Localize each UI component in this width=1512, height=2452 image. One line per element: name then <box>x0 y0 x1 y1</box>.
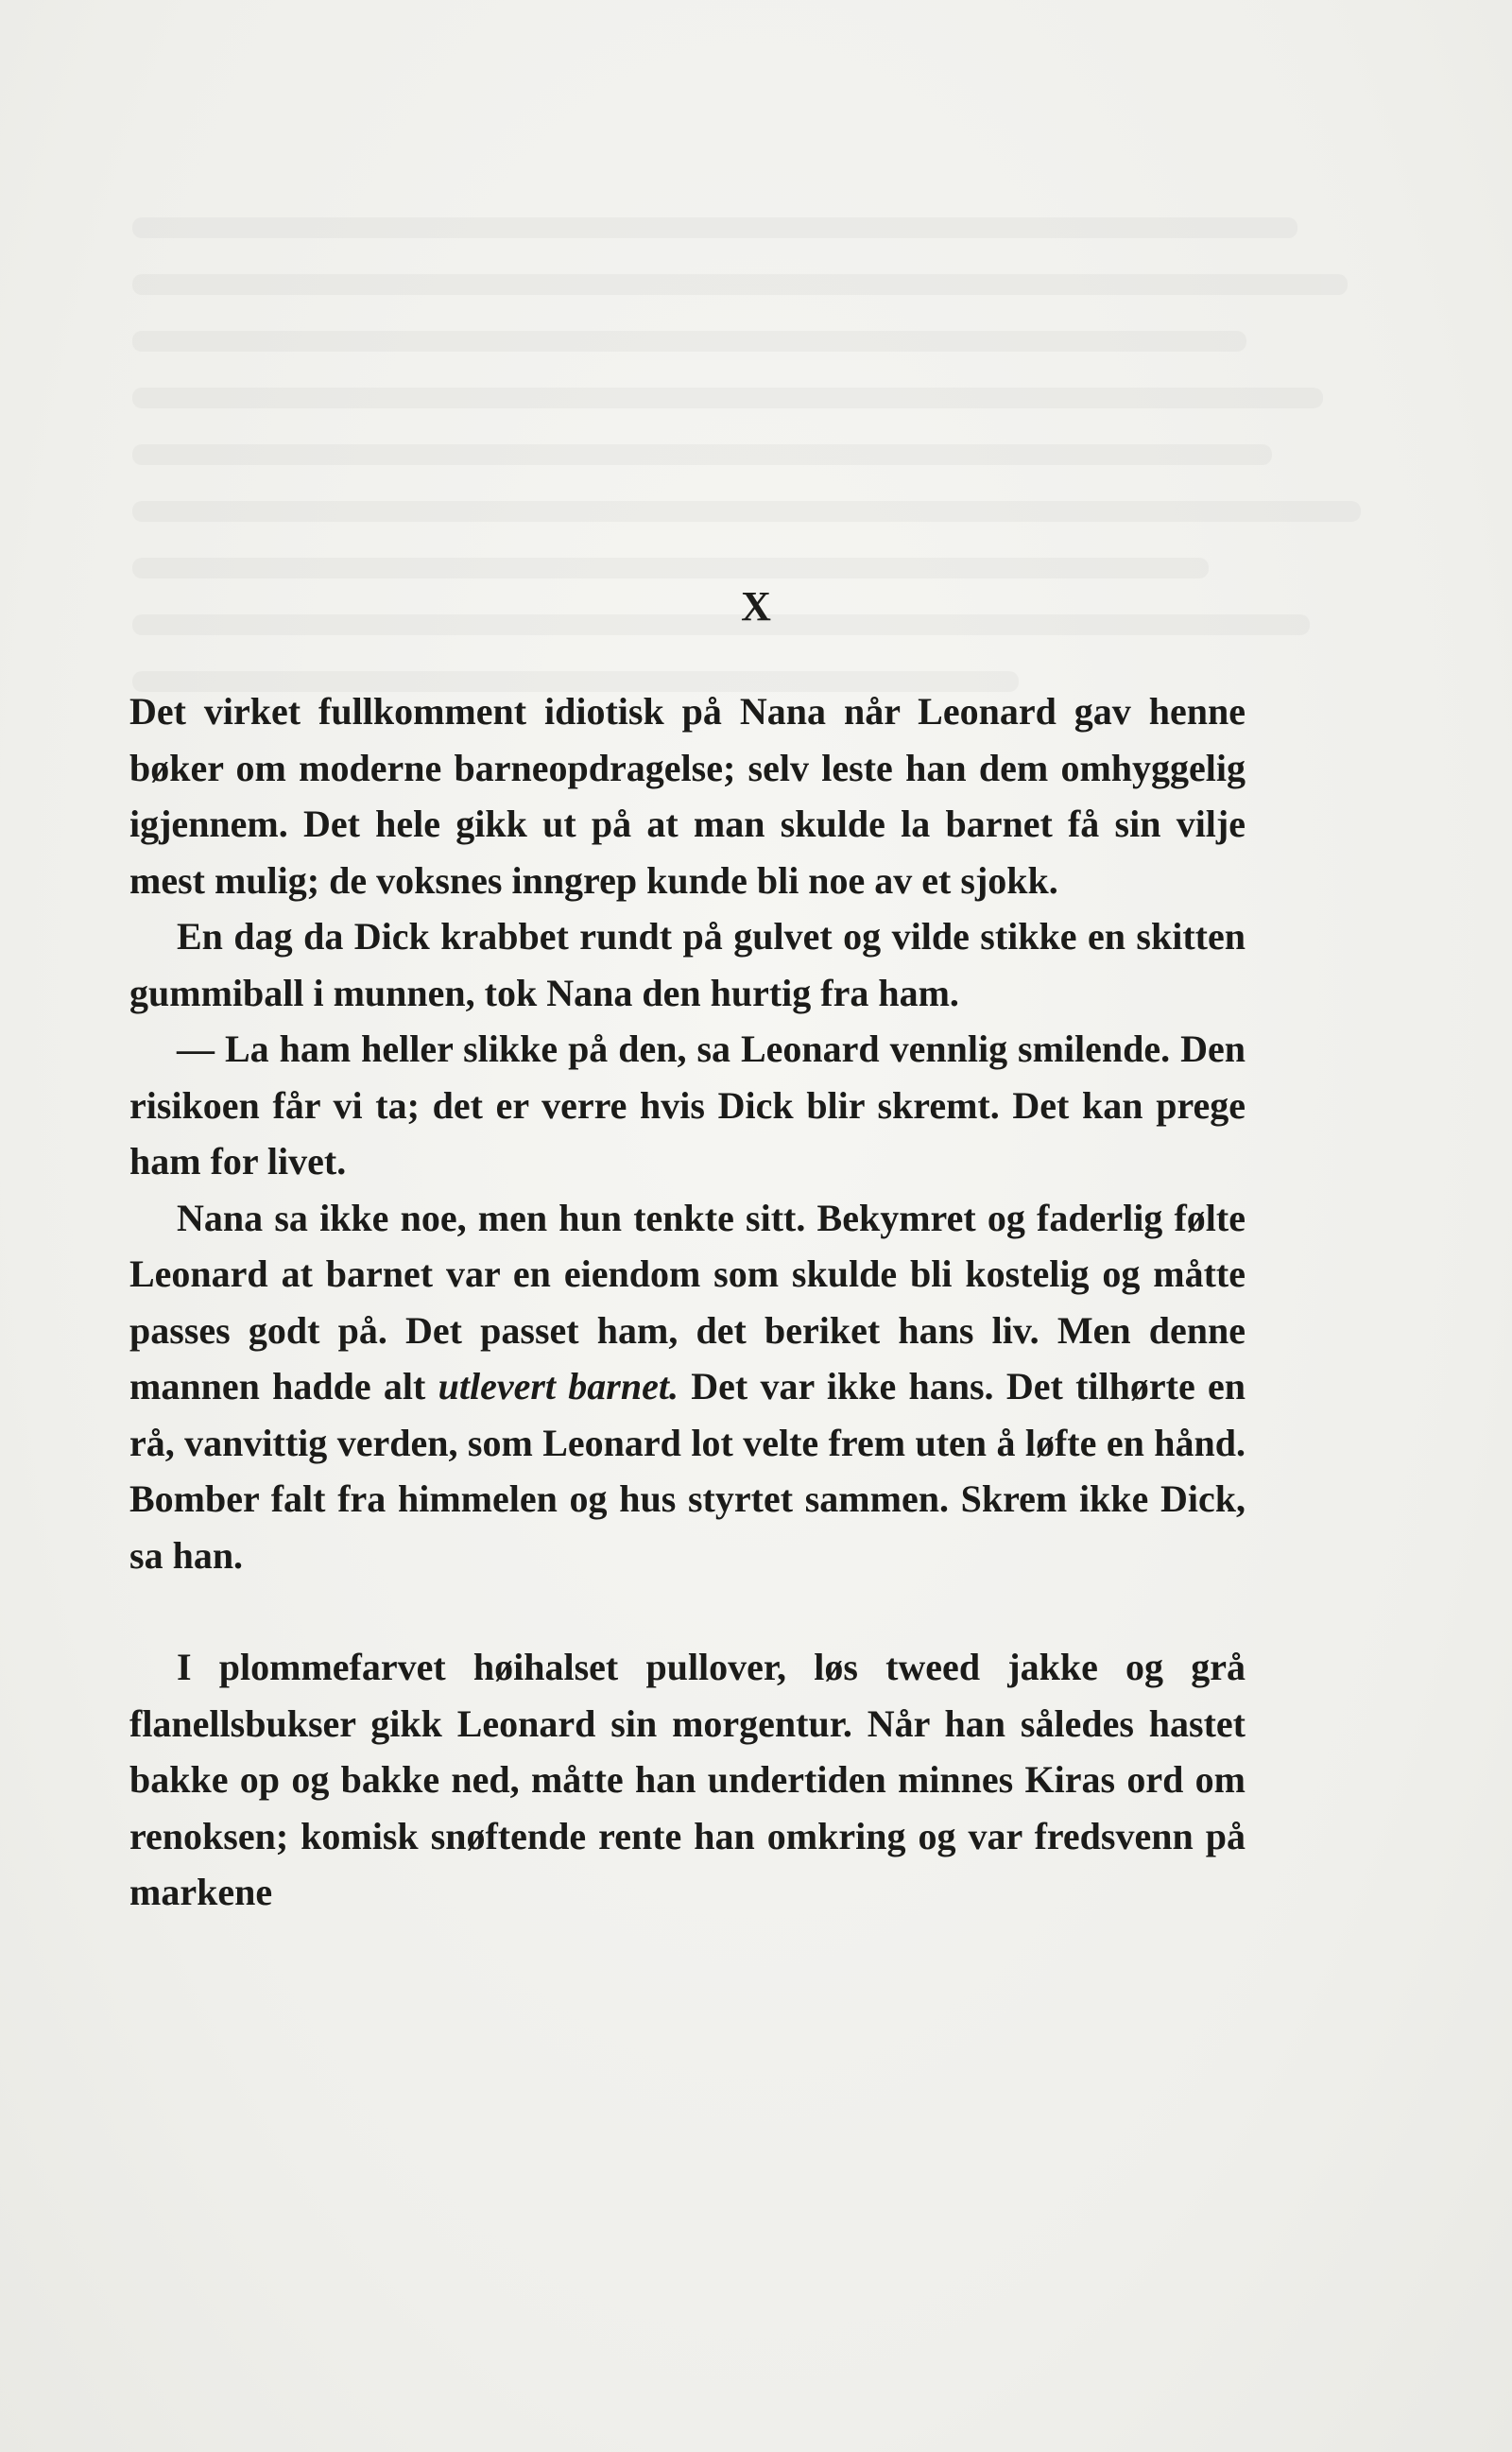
paragraph-5: I plommefarvet høihalset pullover, løs tweed jakke og grå flanellsbukser gikk Leonard sin morgentur. Når han således hastet bakke op og bakke ned, måtte han undertiden minnes Kiras ord om renoksen; komisk snøftende rente han omkring og var fredsvenn på markene <box>129 1646 1246 1913</box>
paragraph-4-text-start: Nana sa ikke noe, men hun tenkte sitt. Bekymret og faderlig følte Leonard at barnet var en eiendom som skulde bli kostelig og måtte passes godt på. Det passet ham, det beriket hans liv. Men denne mannen hadde alt <box>129 1196 1246 1407</box>
paragraph-4-emphasis: utlevert barnet. <box>438 1365 679 1407</box>
body-text <box>129 683 1246 1921</box>
paragraph-3: — La ham heller slikke på den, sa Leonard vennlig smilende. Den risikoen får vi ta; det er verre hvis Dick blir skremt. Det kan prege ham for livet. <box>129 1027 1246 1183</box>
paragraph-2: En dag da Dick krabbet rundt på gulvet og vilde stikke en skitten gummiball i munnen, tok Nana den hurtig fra ham. <box>129 915 1246 1014</box>
paragraph-4 <box>129 1190 1246 1584</box>
chapter-heading: X <box>741 583 771 630</box>
paragraph-1: Det virket fullkomment idiotisk på Nana når Leonard gav henne bøker om moderne barneopdragelse; selv leste han dem omhyggelig igjennem. Det hele gikk ut på at man skulde la barnet få sin vilje mest mulig; de voksnes inngrep kunde bli noe av et sjokk. <box>129 690 1246 902</box>
show-through-background <box>132 217 1399 747</box>
paragraph-4-text-end: Det var ikke hans. Det tilhørte en rå, vanvittig verden, som Leonard lot velte frem uten å løfte en hånd. Bomber falt fra himmelen og hus styrtet sammen. Skrem ikke Dick, sa han. <box>129 1365 1246 1577</box>
